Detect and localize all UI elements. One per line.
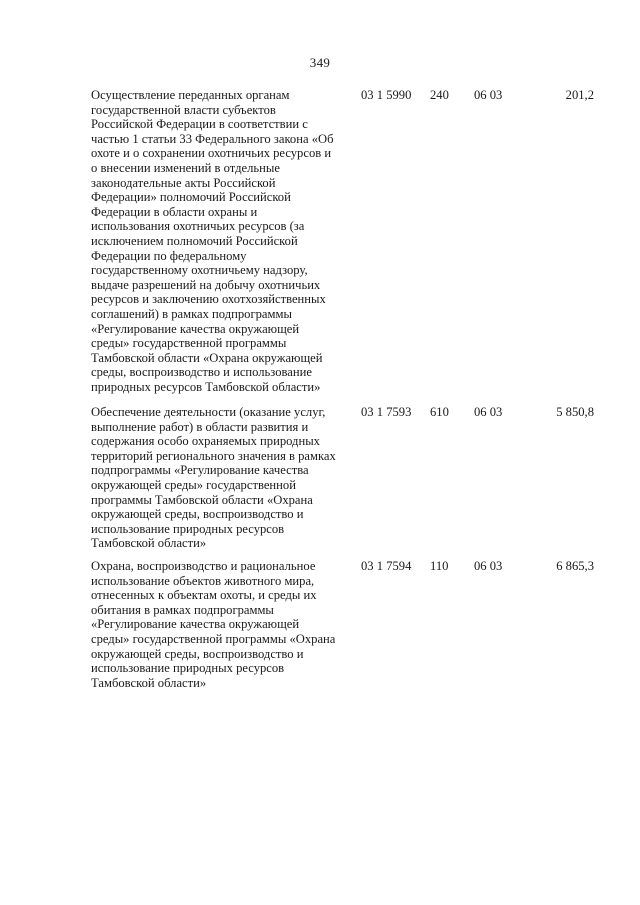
row-target-article: 03 1 7593 <box>361 405 412 419</box>
row-amount: 5 850,8 <box>556 405 594 419</box>
row-expense-type: 240 <box>430 88 449 102</box>
row-amount: 6 865,3 <box>556 559 594 573</box>
row-amount: 201,2 <box>565 88 594 102</box>
row-target-article: 03 1 5990 <box>361 88 412 102</box>
row-target-article: 03 1 7594 <box>361 559 412 573</box>
row-description: Обеспечение деятельности (оказание услуг, выполнение работ) в области развития и содержания особо охраняемых природных территорий регионального значения в рамках подпрограммы «Регулирование качества окружающей среды» государственной программы Тамбовской области «Охрана окружающей среды, воспроизводство и использование природных ресурсов Тамбовской области» <box>91 405 336 551</box>
row-expense-type: 610 <box>430 405 449 419</box>
row-section: 06 03 <box>474 405 503 419</box>
page-number: 349 <box>309 55 331 70</box>
row-section: 06 03 <box>474 88 503 102</box>
row-section: 06 03 <box>474 559 503 573</box>
row-expense-type: 110 <box>430 559 449 573</box>
row-description: Охрана, воспроизводство и рациональное использование объектов животного мира, отнесенных к объектам охоты, и среды их обитания в рамках подпрограммы «Регулирование качества окружающей среды» государственной программы «Охрана окружающей среды, воспроизводство и использование природных ресурсов Тамбовской области» <box>91 559 336 690</box>
row-description: Осуществление переданных органам государственной власти субъектов Российской Федерации в соответствии с частью 1 статьи 33 Федерального закона «Об охоте и о сохранении охотничьих ресурсов и о внесении изменений в отдельные законодательные акты Российской Федерации» полномочий Российской Федерации в области охраны и использования охотничьих ресурсов (за исключением полномочий Российской Федерации по федеральному государственному охотничьему надзору, выдаче разрешений на добычу охотничьих ресурсов и заключению охотхозяйственных соглашений) в рамках подпрограммы «Регулирование качества окружающей среды» государственной программы Тамбовской области «Охрана окружающей среды, воспроизводство и использование природных ресурсов Тамбовской области» <box>91 88 334 394</box>
